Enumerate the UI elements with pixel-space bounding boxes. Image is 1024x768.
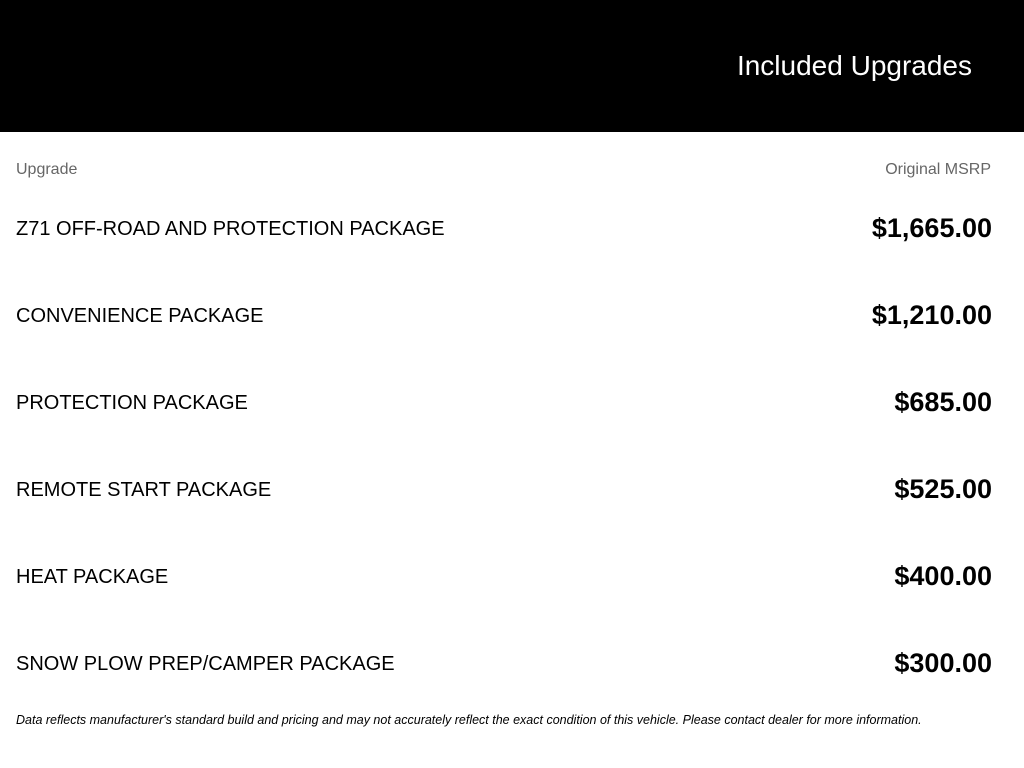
upgrade-name: CONVENIENCE PACKAGE bbox=[16, 305, 264, 327]
upgrade-row bbox=[0, 271, 1024, 358]
column-header-msrp: Original MSRP bbox=[885, 161, 991, 178]
page-title: Included Upgrades bbox=[736, 50, 972, 81]
upgrade-name: PROTECTION PACKAGE bbox=[16, 392, 248, 414]
upgrade-row bbox=[0, 358, 1024, 445]
upgrade-price: $300.00 bbox=[894, 648, 992, 678]
upgrade-name: HEAT PACKAGE bbox=[16, 566, 169, 588]
upgrade-price: $1,665.00 bbox=[871, 213, 992, 243]
column-header-upgrade: Upgrade bbox=[16, 161, 78, 178]
upgrade-price: $400.00 bbox=[894, 561, 992, 591]
upgrade-price: $525.00 bbox=[894, 474, 992, 504]
header-bar bbox=[0, 0, 1024, 132]
upgrades-list bbox=[0, 184, 1024, 706]
upgrade-price: $685.00 bbox=[894, 387, 992, 417]
upgrade-price: $1,210.00 bbox=[871, 300, 992, 330]
upgrade-name: SNOW PLOW PREP/CAMPER PACKAGE bbox=[16, 653, 395, 675]
disclaimer-text: Data reflects manufacturer's standard build and pricing and may not accurately reflect the exact condition of this vehicle. Please contact dealer for more information. bbox=[16, 713, 922, 727]
upgrade-row bbox=[0, 619, 1024, 706]
upgrade-name: Z71 OFF-ROAD AND PROTECTION PACKAGE bbox=[16, 218, 445, 240]
upgrade-row bbox=[0, 184, 1024, 271]
upgrade-row bbox=[0, 445, 1024, 532]
upgrade-name: REMOTE START PACKAGE bbox=[16, 479, 272, 501]
upgrade-row bbox=[0, 532, 1024, 619]
